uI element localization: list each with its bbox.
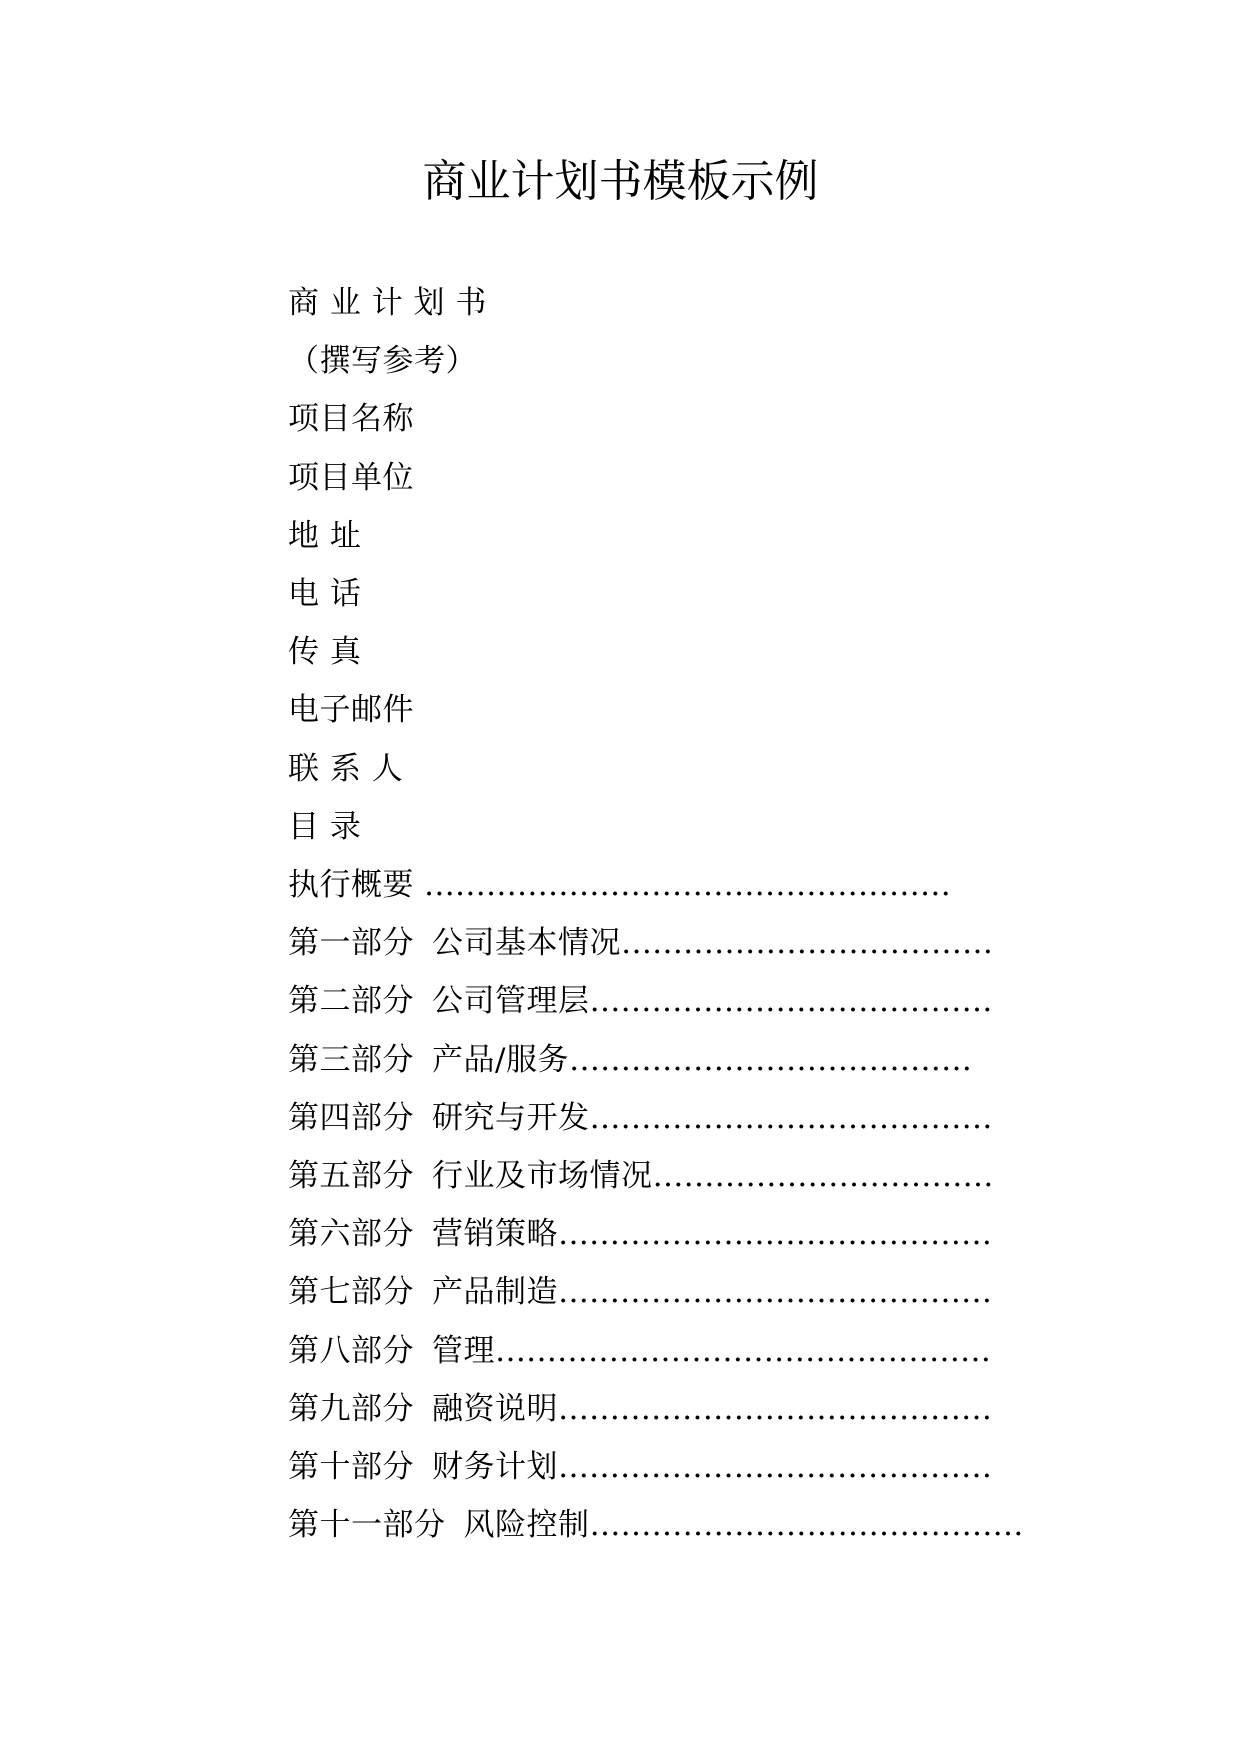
toc-part-label: 第五部分: [288, 1157, 414, 1194]
toc-item-part-1[interactable]: [288, 921, 1024, 979]
toc-leader: …………………………………: [589, 1099, 993, 1136]
toc-leader: ……………………………………: [589, 1507, 1024, 1544]
toc-title: 产品制造: [432, 1274, 558, 1311]
toc-leader: ……………………………………: [558, 1216, 992, 1253]
toc-leader: ……………………………………: [558, 1390, 992, 1427]
toc-leader: ………………………………: [621, 925, 993, 962]
toc-part-label: 第一部分: [288, 925, 414, 962]
cover-subheading: （撰写参考）: [288, 343, 477, 380]
toc-leader: …………………………………: [568, 1041, 972, 1078]
toc-part-label: 第七部分: [288, 1274, 414, 1311]
field-project-unit: 项目单位: [288, 459, 414, 496]
toc-item-part-8[interactable]: [288, 1329, 1024, 1387]
toc-item-part-4[interactable]: [288, 1096, 1024, 1154]
toc-part-label: 执行概要: [288, 867, 414, 903]
toc-title: 公司管理层: [432, 983, 590, 1020]
toc-item-executive-summary[interactable]: [288, 863, 1024, 921]
toc-part-label: 第二部分: [288, 983, 414, 1020]
field-fax: 传 真: [288, 634, 362, 671]
toc-title: 行业及市场情况: [432, 1157, 653, 1194]
toc-part-label: 第八部分: [288, 1332, 414, 1369]
field-phone: 电 话: [288, 575, 362, 612]
document-title: 商业计划书模板示例: [422, 156, 819, 207]
toc-title: 融资说明: [432, 1390, 558, 1427]
toc-part-label: 第三部分: [288, 1041, 414, 1078]
toc-part-label: 第九部分: [288, 1390, 414, 1427]
toc-title: 风险控制: [463, 1507, 590, 1544]
toc-item-part-5[interactable]: [288, 1154, 1024, 1212]
field-address: 地 址: [288, 517, 362, 554]
toc-title: 研究与开发: [432, 1099, 590, 1136]
toc-part-label: 第十部分: [288, 1448, 414, 1485]
toc-leader: ……………………………………………: [414, 867, 951, 903]
toc-leader: ……………………………: [652, 1157, 994, 1194]
cover-heading: 商 业 计 划 书: [288, 285, 487, 321]
toc-item-part-11[interactable]: [288, 1503, 1024, 1561]
toc-item-part-2[interactable]: [288, 979, 1024, 1037]
toc-part-label: 第四部分: [288, 1099, 414, 1136]
toc-item-part-6[interactable]: [288, 1212, 1024, 1270]
toc-leader: …………………………………………: [495, 1332, 991, 1369]
toc-title: 管理: [432, 1332, 495, 1369]
toc-leader: ……………………………………: [558, 1448, 992, 1485]
toc-part-label: 第六部分: [288, 1216, 414, 1253]
toc-leader: ……………………………………: [558, 1274, 992, 1311]
toc-leader: …………………………………: [589, 983, 993, 1020]
toc-item-part-3[interactable]: [288, 1038, 1024, 1096]
toc-title: 财务计划: [432, 1448, 558, 1485]
cover-block: [288, 281, 487, 863]
toc-part-label: 第十一部分: [288, 1507, 446, 1544]
toc-title: 营销策略: [432, 1216, 558, 1253]
toc-title: 产品/服务: [432, 1041, 569, 1078]
toc-item-part-9[interactable]: [288, 1387, 1024, 1445]
field-contact: 联 系 人: [288, 750, 404, 787]
toc-item-part-10[interactable]: [288, 1445, 1024, 1503]
toc-heading: 目 录: [288, 808, 362, 845]
field-project-name: 项目名称: [288, 401, 414, 438]
toc-item-part-7[interactable]: [288, 1270, 1024, 1328]
toc-title: 公司基本情况: [432, 925, 621, 962]
table-of-contents: [288, 863, 1024, 1561]
field-email: 电子邮件: [288, 692, 414, 729]
